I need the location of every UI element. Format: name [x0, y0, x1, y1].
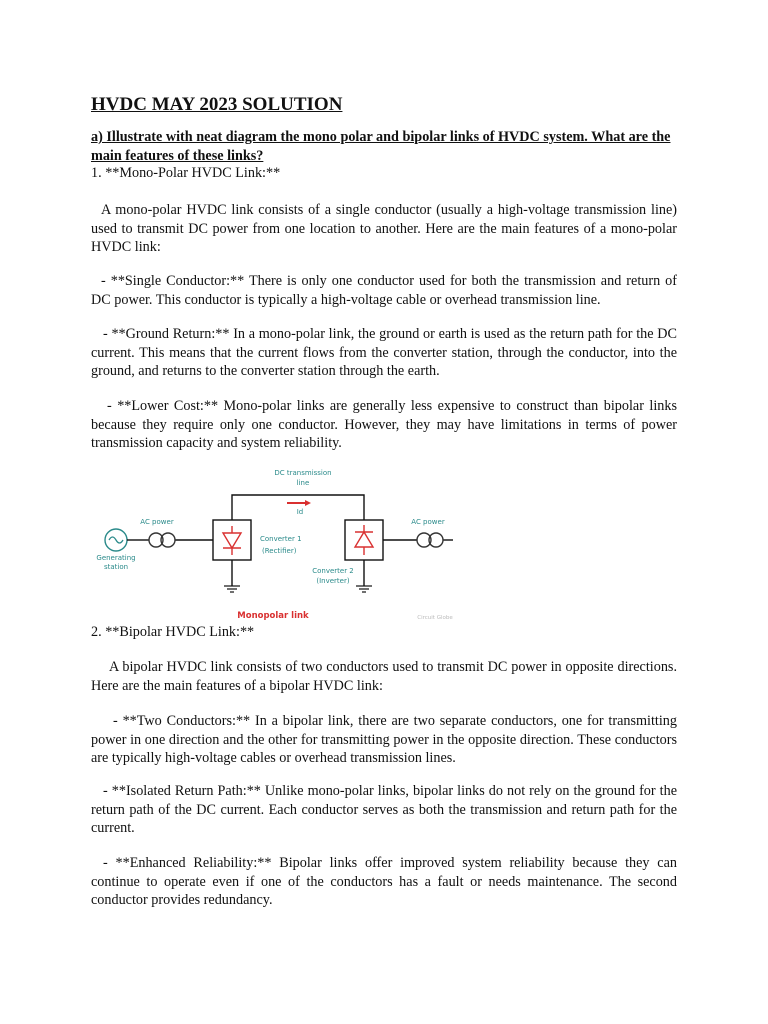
transformer-left-icon: [149, 533, 175, 547]
generating-label-1: Generating: [96, 554, 136, 562]
converter-1-sublabel: (Rectifier): [262, 547, 297, 555]
converter-1-label: Converter 1: [260, 535, 302, 543]
bipolar-isolated-return-paragraph: - **Isolated Return Path:** Unlike mono-polar links, bipolar links do not rely on the ground for the return path of the DC current. Each conductor serves as both the transmission and return path for the current.: [91, 783, 677, 836]
bipolar-two-conductors-paragraph: - **Two Conductors:** In a bipolar link, there are two separate conductors, one for transmitting power in one direction and the other for transmitting power in the opposite direction. These conductors are typically high-voltage cables or overhead transmission lines.: [91, 713, 677, 766]
mono-heading: 1. **Mono-Polar HVDC Link:**: [91, 165, 281, 181]
dc-line-label-2: line: [296, 479, 310, 487]
generating-label-2: station: [103, 563, 129, 571]
mono-ground-return-paragraph: - **Ground Return:** In a mono-polar link, the ground or earth is used as the return path for the DC current. This means that the current flows from the converter station, through the conductor, into the ground, and returns to the converter station through the earth.: [91, 326, 677, 379]
converter-2-label: Converter 2: [312, 567, 354, 575]
dc-line-label-1: DC transmission: [274, 469, 332, 477]
bipolar-reliability-paragraph: - **Enhanced Reliability:** Bipolar links offer improved system reliability because they can continue to operate even if one of the conductors has a fault or needs maintenance. The second conductor provides redundancy.: [91, 855, 677, 908]
ground-icon: [224, 586, 372, 592]
bipolar-heading: 2. **Bipolar HVDC Link:**: [91, 624, 255, 640]
converter-2-sublabel: (Inverter): [316, 577, 350, 585]
mono-intro-paragraph: A mono-polar HVDC link consists of a single conductor (usually a high-voltage transmission line) used to transmit DC power from one location to another. Here are the main features of a mono-polar HVDC link:: [91, 202, 677, 255]
question-heading: a) Illustrate with neat diagram the mono polar and bipolar links of HVDC system. What are the main features of these links?: [91, 129, 671, 164]
monopolar-link-diagram: [91, 462, 457, 624]
current-label: Id: [296, 508, 304, 516]
bipolar-intro-paragraph: A bipolar HVDC link consists of two conductors used to transmit DC power in opposite directions. Here are the main features of a bipolar HVDC link:: [91, 659, 677, 694]
transformer-right-icon: [417, 533, 443, 547]
generator-icon: [105, 529, 137, 551]
page-title: HVDC MAY 2023 SOLUTION: [91, 94, 343, 115]
watermark-text: Circuit Globe: [417, 615, 453, 621]
mono-lower-cost-paragraph: - **Lower Cost:** Mono-polar links are generally less expensive to construct than bipolar links because they require only one conductor. However, they may have limitations in terms of power transmission capacity and system reliability.: [91, 398, 677, 451]
ac-power-left-label: AC power: [140, 518, 174, 526]
diagram-caption: Monopolar link: [237, 611, 309, 621]
monopolar-diagram-svg: [91, 462, 457, 624]
ac-power-right-label: AC power: [411, 518, 445, 526]
mono-single-conductor-paragraph: - **Single Conductor:** There is only one conductor used for both the transmission and return of DC power. This conductor is typically a high-voltage cable or overhead transmission line.: [91, 273, 677, 308]
current-arrow-icon: [287, 500, 311, 506]
